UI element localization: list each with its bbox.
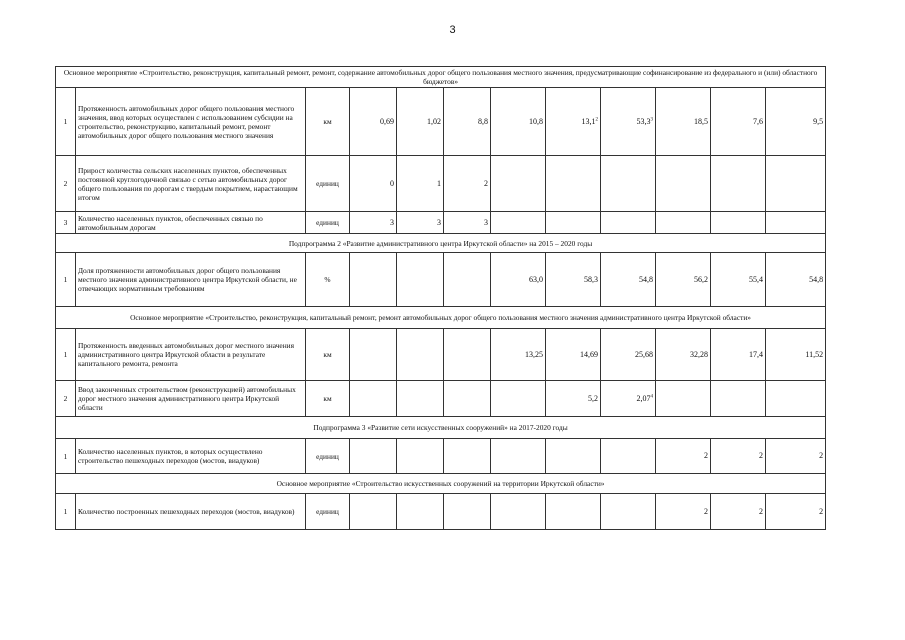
value-cell: [546, 329, 601, 381]
row-number: 3: [56, 212, 76, 234]
value-cell: [601, 329, 656, 381]
value-cell: [491, 253, 546, 307]
section-heading-row: [56, 234, 826, 253]
value-cell: [546, 439, 601, 474]
value-cell: [601, 212, 656, 234]
value-cell: [397, 253, 444, 307]
value-cell: [766, 329, 826, 381]
value-cell: [711, 439, 766, 474]
value-cell: [656, 329, 711, 381]
section-heading: Основное мероприятие «Строительство, реконструкция, капитальный ремонт, ремонт, содержание автомобильных дорог общего пользования местного значения, предусматривающие софинансирование из федерального и (или) областного бюджетов»: [56, 67, 826, 88]
value-text: 2: [704, 451, 708, 461]
value-text: 1,02: [427, 116, 441, 126]
value-cell: [656, 88, 711, 156]
value-cell: [350, 381, 397, 417]
section-heading-row: [56, 67, 826, 88]
section-heading: Подпрограмма 3 «Развитие сети искусственных сооружений» на 2017-2020 годы: [56, 417, 826, 439]
indicator-name: Протяженность введенных автомобильных дорог местного значения административного центра Иркутской области в результате капитального ремонта, ремонта: [76, 329, 306, 381]
value-cell: [397, 212, 444, 234]
value-cell: [766, 253, 826, 307]
value-cell: [766, 212, 826, 234]
value-cell: [766, 156, 826, 212]
value-cell: [766, 494, 826, 530]
value-cell: [601, 494, 656, 530]
table-row: [56, 329, 826, 381]
value-text: 56,2: [694, 274, 708, 284]
value-text: 5,2: [588, 393, 598, 403]
value-cell: [397, 156, 444, 212]
value-cell: [444, 439, 491, 474]
unit-cell: единиц: [306, 156, 350, 212]
table-row: [56, 156, 826, 212]
value-text: 0: [390, 178, 394, 188]
value-cell: [491, 88, 546, 156]
value-cell: [491, 494, 546, 530]
value-cell: [766, 381, 826, 417]
footnote-mark: 4: [650, 394, 653, 400]
value-text: 2: [484, 178, 488, 188]
table-row: [56, 212, 826, 234]
value-cell: [350, 156, 397, 212]
value-text: 0,69: [380, 116, 394, 126]
value-cell: [656, 439, 711, 474]
value-cell: [711, 156, 766, 212]
value-cell: [546, 381, 601, 417]
indicator-name: Протяженность автомобильных дорог общего пользования местного значения, ввод которых осуществлен с использованием субсидии на строительство, реконструкцию, капитальный ремонт, ремонт автомобильных дорог общего пользования местного значения: [76, 88, 306, 156]
value-text: 17,4: [749, 349, 763, 359]
value-text: 25,68: [635, 349, 653, 359]
value-cell: [491, 439, 546, 474]
unit-cell: %: [306, 253, 350, 307]
value-cell: [444, 212, 491, 234]
value-text: 13,25: [525, 349, 543, 359]
unit-cell: единиц: [306, 212, 350, 234]
indicators-table: [55, 66, 826, 530]
value-cell: [711, 212, 766, 234]
value-text: 18,5: [694, 116, 708, 126]
value-cell: [546, 494, 601, 530]
indicator-name: Количество населенных пунктов, в которых осуществлено строительство пешеходных переходов (мостов, виадуков): [76, 439, 306, 474]
value-cell: [656, 253, 711, 307]
value-text: 3: [390, 217, 394, 227]
value-text: 2: [819, 451, 824, 461]
section-heading: Основное мероприятие «Строительство искусственных сооружений на территории Иркутской области»: [56, 474, 826, 494]
value-cell: [444, 494, 491, 530]
row-number: 2: [56, 381, 76, 417]
value-text: 54,8: [809, 274, 824, 284]
value-text: 13,1: [581, 116, 596, 126]
unit-cell: км: [306, 329, 350, 381]
row-number: 1: [56, 329, 76, 381]
value-text: 3: [484, 217, 488, 227]
unit-cell: км: [306, 88, 350, 156]
value-text: 3: [437, 217, 441, 227]
value-cell: [444, 88, 491, 156]
row-number: 1: [56, 88, 76, 156]
row-number: 1: [56, 253, 76, 307]
value-cell: [397, 439, 444, 474]
unit-cell: км: [306, 381, 350, 417]
table-row: [56, 494, 826, 530]
value-cell: [397, 329, 444, 381]
table-row: [56, 253, 826, 307]
value-cell: [711, 88, 766, 156]
value-text: 11,52: [805, 349, 824, 359]
value-text: 7,6: [753, 116, 763, 126]
value-cell: [350, 329, 397, 381]
unit-cell: единиц: [306, 439, 350, 474]
value-cell: [656, 156, 711, 212]
value-text: 9,5: [813, 116, 824, 126]
value-cell: [766, 88, 826, 156]
value-cell: [350, 212, 397, 234]
row-number: 1: [56, 494, 76, 530]
page-number: 3: [449, 24, 456, 36]
value-cell: [397, 381, 444, 417]
value-cell: [491, 381, 546, 417]
section-heading: Подпрограмма 2 «Развитие административного центра Иркутской области» на 2015 – 2020 годы: [56, 234, 826, 253]
table-row: [56, 88, 826, 156]
value-cell: [444, 253, 491, 307]
value-cell: [546, 212, 601, 234]
footnote-mark: 2: [595, 117, 598, 123]
table-row: [56, 439, 826, 474]
indicator-name: Ввод законченных строительством (реконструкцией) автомобильных дорог местного значения административного центра Иркутской области: [76, 381, 306, 417]
indicator-name: Прирост количества сельских населенных пунктов, обеспеченных постоянной круглогодичной связью с сетью автомобильных дорог общего пользования по дорогам с твердым покрытием, нарастающим итогом: [76, 156, 306, 212]
value-text: 54,8: [639, 274, 653, 284]
value-cell: [601, 253, 656, 307]
value-text: 58,3: [584, 274, 598, 284]
section-heading: Основное мероприятие «Строительство, реконструкция, капитальный ремонт, ремонт автомобильных дорог общего пользования местного значения административного центра Иркутской области»: [56, 307, 826, 329]
value-text: 2: [704, 506, 708, 516]
value-text: 10,8: [529, 116, 543, 126]
value-cell: [397, 494, 444, 530]
value-text: 55,4: [749, 274, 763, 284]
value-cell: [601, 88, 656, 156]
value-text: 2: [759, 451, 763, 461]
section-heading-row: [56, 417, 826, 439]
value-cell: [491, 212, 546, 234]
value-cell: [601, 381, 656, 417]
value-cell: [711, 329, 766, 381]
value-text: 32,28: [690, 349, 708, 359]
value-cell: [444, 329, 491, 381]
value-cell: [656, 494, 711, 530]
value-text: 14,69: [580, 349, 598, 359]
value-cell: [350, 253, 397, 307]
value-cell: [397, 88, 444, 156]
value-cell: [656, 381, 711, 417]
table-row: [56, 381, 826, 417]
value-cell: [711, 381, 766, 417]
value-text: 63,0: [529, 274, 543, 284]
indicator-name: Количество построенных пешеходных переходов (мостов, виадуков): [76, 494, 306, 530]
value-cell: [601, 439, 656, 474]
value-cell: [491, 329, 546, 381]
value-text: 1: [437, 178, 441, 188]
value-cell: [711, 494, 766, 530]
value-cell: [350, 494, 397, 530]
section-heading-row: [56, 307, 826, 329]
value-cell: [656, 212, 711, 234]
row-number: 1: [56, 439, 76, 474]
value-text: 2: [759, 506, 763, 516]
value-cell: [546, 253, 601, 307]
section-heading-row: [56, 474, 826, 494]
value-cell: [444, 381, 491, 417]
indicator-name: Доля протяженности автомобильных дорог общего пользования местного значения административного центра Иркутской области, не отвечающих нормативным требованиям: [76, 253, 306, 307]
value-cell: [546, 156, 601, 212]
value-cell: [444, 156, 491, 212]
value-cell: [350, 88, 397, 156]
value-cell: [601, 156, 656, 212]
value-text: 2: [819, 506, 824, 516]
indicator-name: Количество населенных пунктов, обеспеченных связью по автомобильным дорогам: [76, 212, 306, 234]
value-cell: [350, 439, 397, 474]
value-cell: [711, 253, 766, 307]
unit-cell: единиц: [306, 494, 350, 530]
value-cell: [766, 439, 826, 474]
value-text: 53,3: [636, 116, 651, 126]
footnote-mark: 3: [650, 117, 653, 123]
value-cell: [491, 156, 546, 212]
value-text: 2,07: [636, 393, 651, 403]
value-text: 8,8: [478, 116, 488, 126]
value-cell: [546, 88, 601, 156]
row-number: 2: [56, 156, 76, 212]
